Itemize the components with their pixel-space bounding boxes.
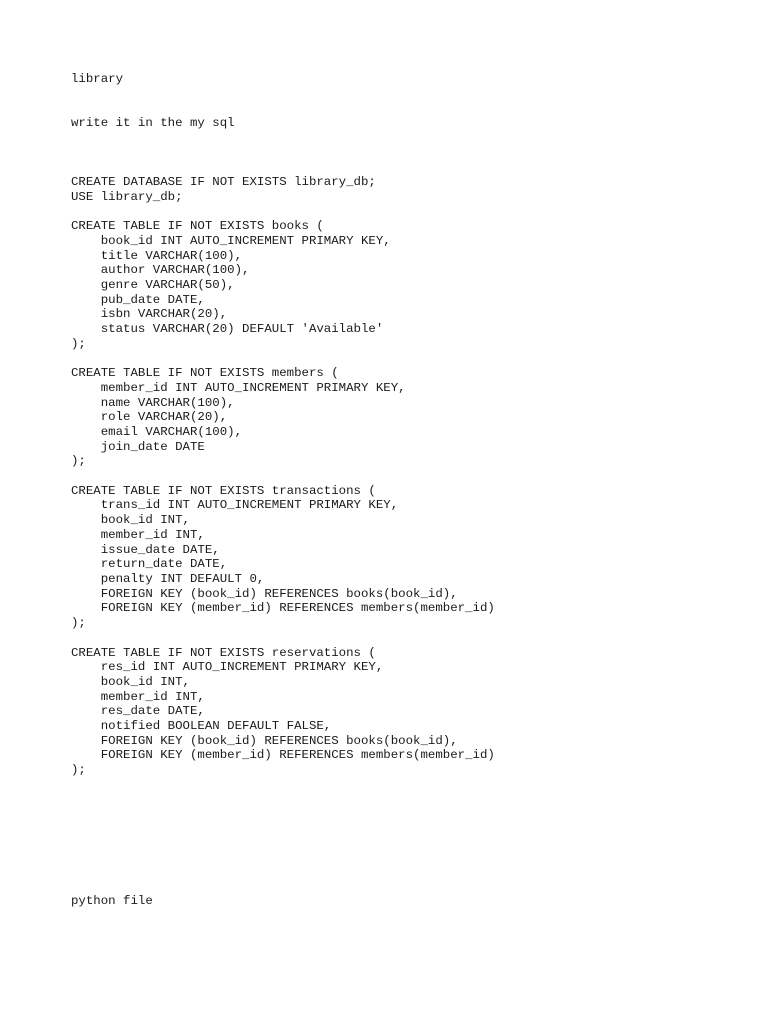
instruction-text: write it in the my sql [71,116,235,130]
sql-code-block: CREATE DATABASE IF NOT EXISTS library_db; USE library_db; CREATE TABLE IF NOT EXISTS books ( book_id INT AUTO_INCREMENT PRIMARY KEY, title VARCHAR(100), author VARCHAR(100), genre VARCHAR(50), pub_date DATE, isbn VARCHAR(20), status VARCHAR(20) DEFAULT 'Available' ); CREATE TABLE IF NOT EXISTS members ( member_id INT AUTO_INCREMENT PRIMARY KEY, name VARCHAR(100), role VARCHAR(20), email VARCHAR(100), join_date DATE ); CREATE TABLE IF NOT EXISTS transactions ( trans_id INT AUTO_INCREMENT PRIMARY KEY, book_id INT, member_id INT, issue_date DATE, return_date DATE, penalty INT DEFAULT 0, FOREIGN KEY (book_id) REFERENCES books(book_id), FOREIGN KEY (member_id) REFERENCES members(member_id) ); CREATE TABLE IF NOT EXISTS reservations ( res_id INT AUTO_INCREMENT PRIMARY KEY, book_id INT, member_id INT, res_date DATE, notified BOOLEAN DEFAULT FALSE, FOREIGN KEY (book_id) REFERENCES books(book_id), FOREIGN KEY (member_id) REFERENCES members(member_id) ); [71,175,495,778]
document-heading: library [71,72,124,86]
python-file-label: python file [71,894,153,908]
